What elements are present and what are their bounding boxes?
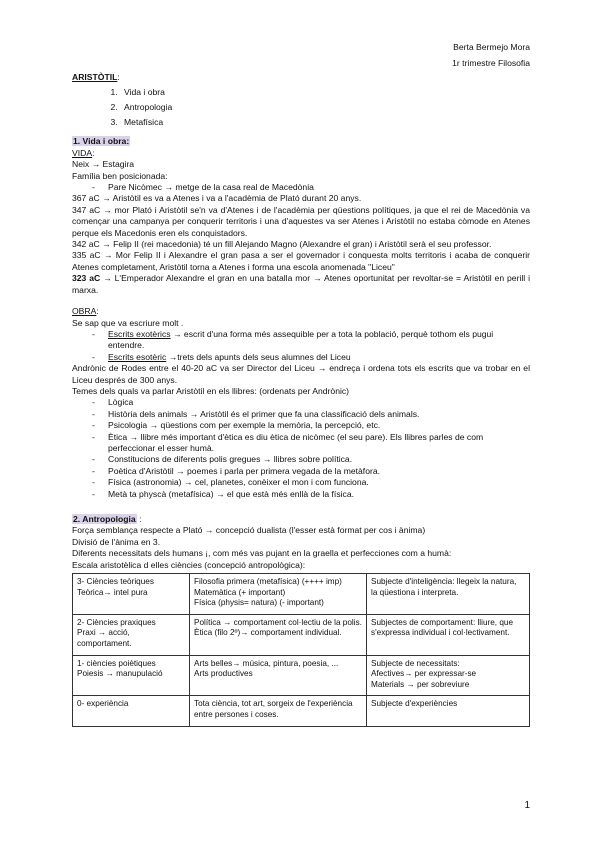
andronic-text: Andrònic de Rodes entre el 40-20 aC va ser Director del Liceu → endreça i ordena tots els escrits que va trobar en el Liceu després de 300 anys.	[72, 363, 530, 385]
toc-item: 2. Antropologia	[120, 100, 530, 115]
text-line: Neix → Estagira	[72, 159, 135, 170]
document-body	[72, 72, 530, 727]
table-cell: Subjecte d'experiències	[367, 696, 530, 726]
table-cell: Subjecte d'inteligència: llegeix la natura, la qüestiona i interpreta.	[367, 574, 530, 615]
section-1	[72, 136, 530, 500]
text-line: Família ben posicionada:	[72, 170, 168, 181]
obra-intro: Se sap que va escriure molt .	[72, 317, 184, 328]
list-item: - Física (astronomia) → cel, planetes, conèixer el mon i com funciona.	[92, 477, 530, 488]
table-cell: Arts belles→ música, pintura, poesia, ... Arts productives	[190, 655, 367, 696]
term-label: 1r trimestre Filosofia	[452, 57, 530, 68]
themes-intro: Temes dels quals va parlar Aristòtil en els llibres: (ordenats per Andrònic)	[72, 385, 350, 396]
section-2-heading: 2. Antropologia	[73, 514, 136, 524]
writings-list	[72, 329, 530, 363]
section-1-heading: 1. Vida i obra:	[73, 136, 130, 147]
list-item: - Psicologia → qüestions com per exemple la memòria, la percepció, etc.	[92, 420, 530, 431]
event-item: 347 aC → mor Plató i Aristòtil se'n va d'Atenes i de l'acadèmia per qüestions polítiques, ja que el rei de Macedònia va començar una campanya per conquerir territoris i una d'aquestes va ser Atenes i Aristòtil no estaba còmode en Atenes perque els Macedonis eren els conquistadors.	[72, 204, 530, 238]
text-line: Diferents necessitats dels humans ¡, com més vas pujant en la graella et perfecciones com a humà:	[72, 548, 452, 559]
list-item: - Lògica	[92, 397, 530, 408]
table-row	[73, 614, 530, 655]
table-cell: Tota ciència, tot art, sorgeix de l'experiència entre persones i coses.	[190, 696, 367, 726]
page-number: 1	[524, 800, 530, 811]
text-line: Divisió de l'ànima en 3.	[72, 536, 161, 547]
table-cell: 3- Ciències teòriques Teòrica→ intel pura	[73, 574, 190, 615]
event-item: 367 aC → Aristòtil es va a Atenes i va a l'acadèmia de Plató durant 20 anys.	[72, 193, 362, 204]
list-item: - Poètica d'Aristòtil → poemes i parla per primera vegada de la metàfora.	[92, 466, 530, 477]
vida-label: VIDA:	[72, 147, 95, 158]
table-cell: Subjectes de comportament: lliure, que s'expressa individual i col·lectivament.	[367, 614, 530, 655]
table-row	[73, 696, 530, 726]
table-cell: Política → comportament col·lectiu de la polis. Ètica (filo 2º)→ comportament individual.	[190, 614, 367, 655]
obra-label: OBRA:	[72, 306, 99, 317]
section-2: 2. Antropologia : Força semblança respecte a Plató → concepció dualista (l'esser està format per cos i ànima) Divisió de l'ànima en 3. Diferents necessitats dels humans ¡, com més vas pujant en la graella et perfecciones com a humà: Escala aristotèlica d elles ciències (concepció antropològica): 3- Ciències teòriques Teòrica→ intel pura Filosofia primera (metafísica) (++++ imp) Matemàtica (+ important) Física (physis= natura) (- important) Subjecte d'inteligència: llegeix la natura, la qüestiona i interpreta. 2- Ciències praxiques Praxi → acció, comportament. Política → comportament col·lectiu de la polis. Ètica (filo 2º)→ comportament individual. Subjectes de comportament: lliure, que s'expressa individual i col·lectivament. 1- ciències poiètiques Poiesis → manupulació Arts belles→ música, pintura, poesia, ... Arts productives Subjecte de necessitats: Afectives→ per expressar-se Materials → per sobreviure 0- experiència Tota ciència, tot art, sorgeix de l'experiència entre persones i coses. Subjecte d'experiències	[72, 514, 530, 727]
document-title: ARISTÒTIL:	[72, 72, 120, 82]
list-item: - Pare Nicòmec → metge de la casa real de Macedònia	[92, 182, 530, 193]
table-cell: Subjecte de necessitats: Afectives→ per expressar-se Materials → per sobreviure	[367, 655, 530, 696]
event-item: 323 aC → L'Emperador Alexandre el gran en una batalla mor → Atenes oportunitat per revoltar-se = Aristòtil en perill i marxa.	[72, 273, 530, 295]
author-name: Berta Bermejo Mora	[453, 42, 530, 52]
text-line: Força semblança respecte a Plató → concepció dualista (l'esser està format per cos i ànima)	[72, 525, 426, 536]
list-item: - Constitucions de diferents polis gregues → llibres sobre política.	[92, 454, 530, 465]
toc-item: 3. Metafísica	[120, 115, 530, 130]
table-cell: 2- Ciències praxiques Praxi → acció, comportament.	[73, 614, 190, 655]
themes-list	[72, 397, 530, 500]
table-cell: Filosofia primera (metafísica) (++++ imp) Matemàtica (+ important) Física (physis= natura) (- important)	[190, 574, 367, 615]
table-of-contents	[72, 85, 530, 130]
list-item: - Escrits exotèrics → escrit d'una forma més assequible per a tota la població, perquè tothom els pugui entendre.	[92, 329, 530, 352]
list-item: - Ètica → llibre més important d'ètica es diu ètica de nicòmec (el seu pare). Els llibres parles de com perfeccionar el esser humà.	[92, 432, 530, 455]
father-list	[72, 182, 530, 193]
text-line: Escala aristotèlica d elles ciències (concepció antropològica):	[72, 559, 306, 570]
science-scale-table	[72, 573, 530, 727]
toc-item: 1. Vida i obra	[120, 85, 530, 100]
event-item: 342 aC → Felip II (rei macedonia) té un fill Alejando Magno (Alexandre el gran) i Aristòtil serà el seu professor.	[72, 239, 492, 250]
page-header	[452, 40, 530, 71]
table-cell: 0- experiència	[73, 696, 190, 726]
event-item: 335 aC → Mor Felip II i Alexandre el gran pasa a ser el governador i conquesta molts territoris i acaba de conquerir Atenes completament, Aristòtil torna a Atenes i forma una escola anomenada "Liceu"	[72, 250, 530, 272]
table-row	[73, 574, 530, 615]
table-cell: 1- ciències poiètiques Poiesis → manupulació	[73, 655, 190, 696]
table-row	[73, 655, 530, 696]
list-item: - Metà ta physcà (metafísica) → el que està més enllà de la física.	[92, 489, 530, 500]
list-item: - Escrits esotèric →trets dels apunts dels seus alumnes del Liceu	[92, 352, 530, 363]
list-item: - Història dels animals → Aristòtil és el primer que fa una classificació dels animals.	[92, 409, 530, 420]
